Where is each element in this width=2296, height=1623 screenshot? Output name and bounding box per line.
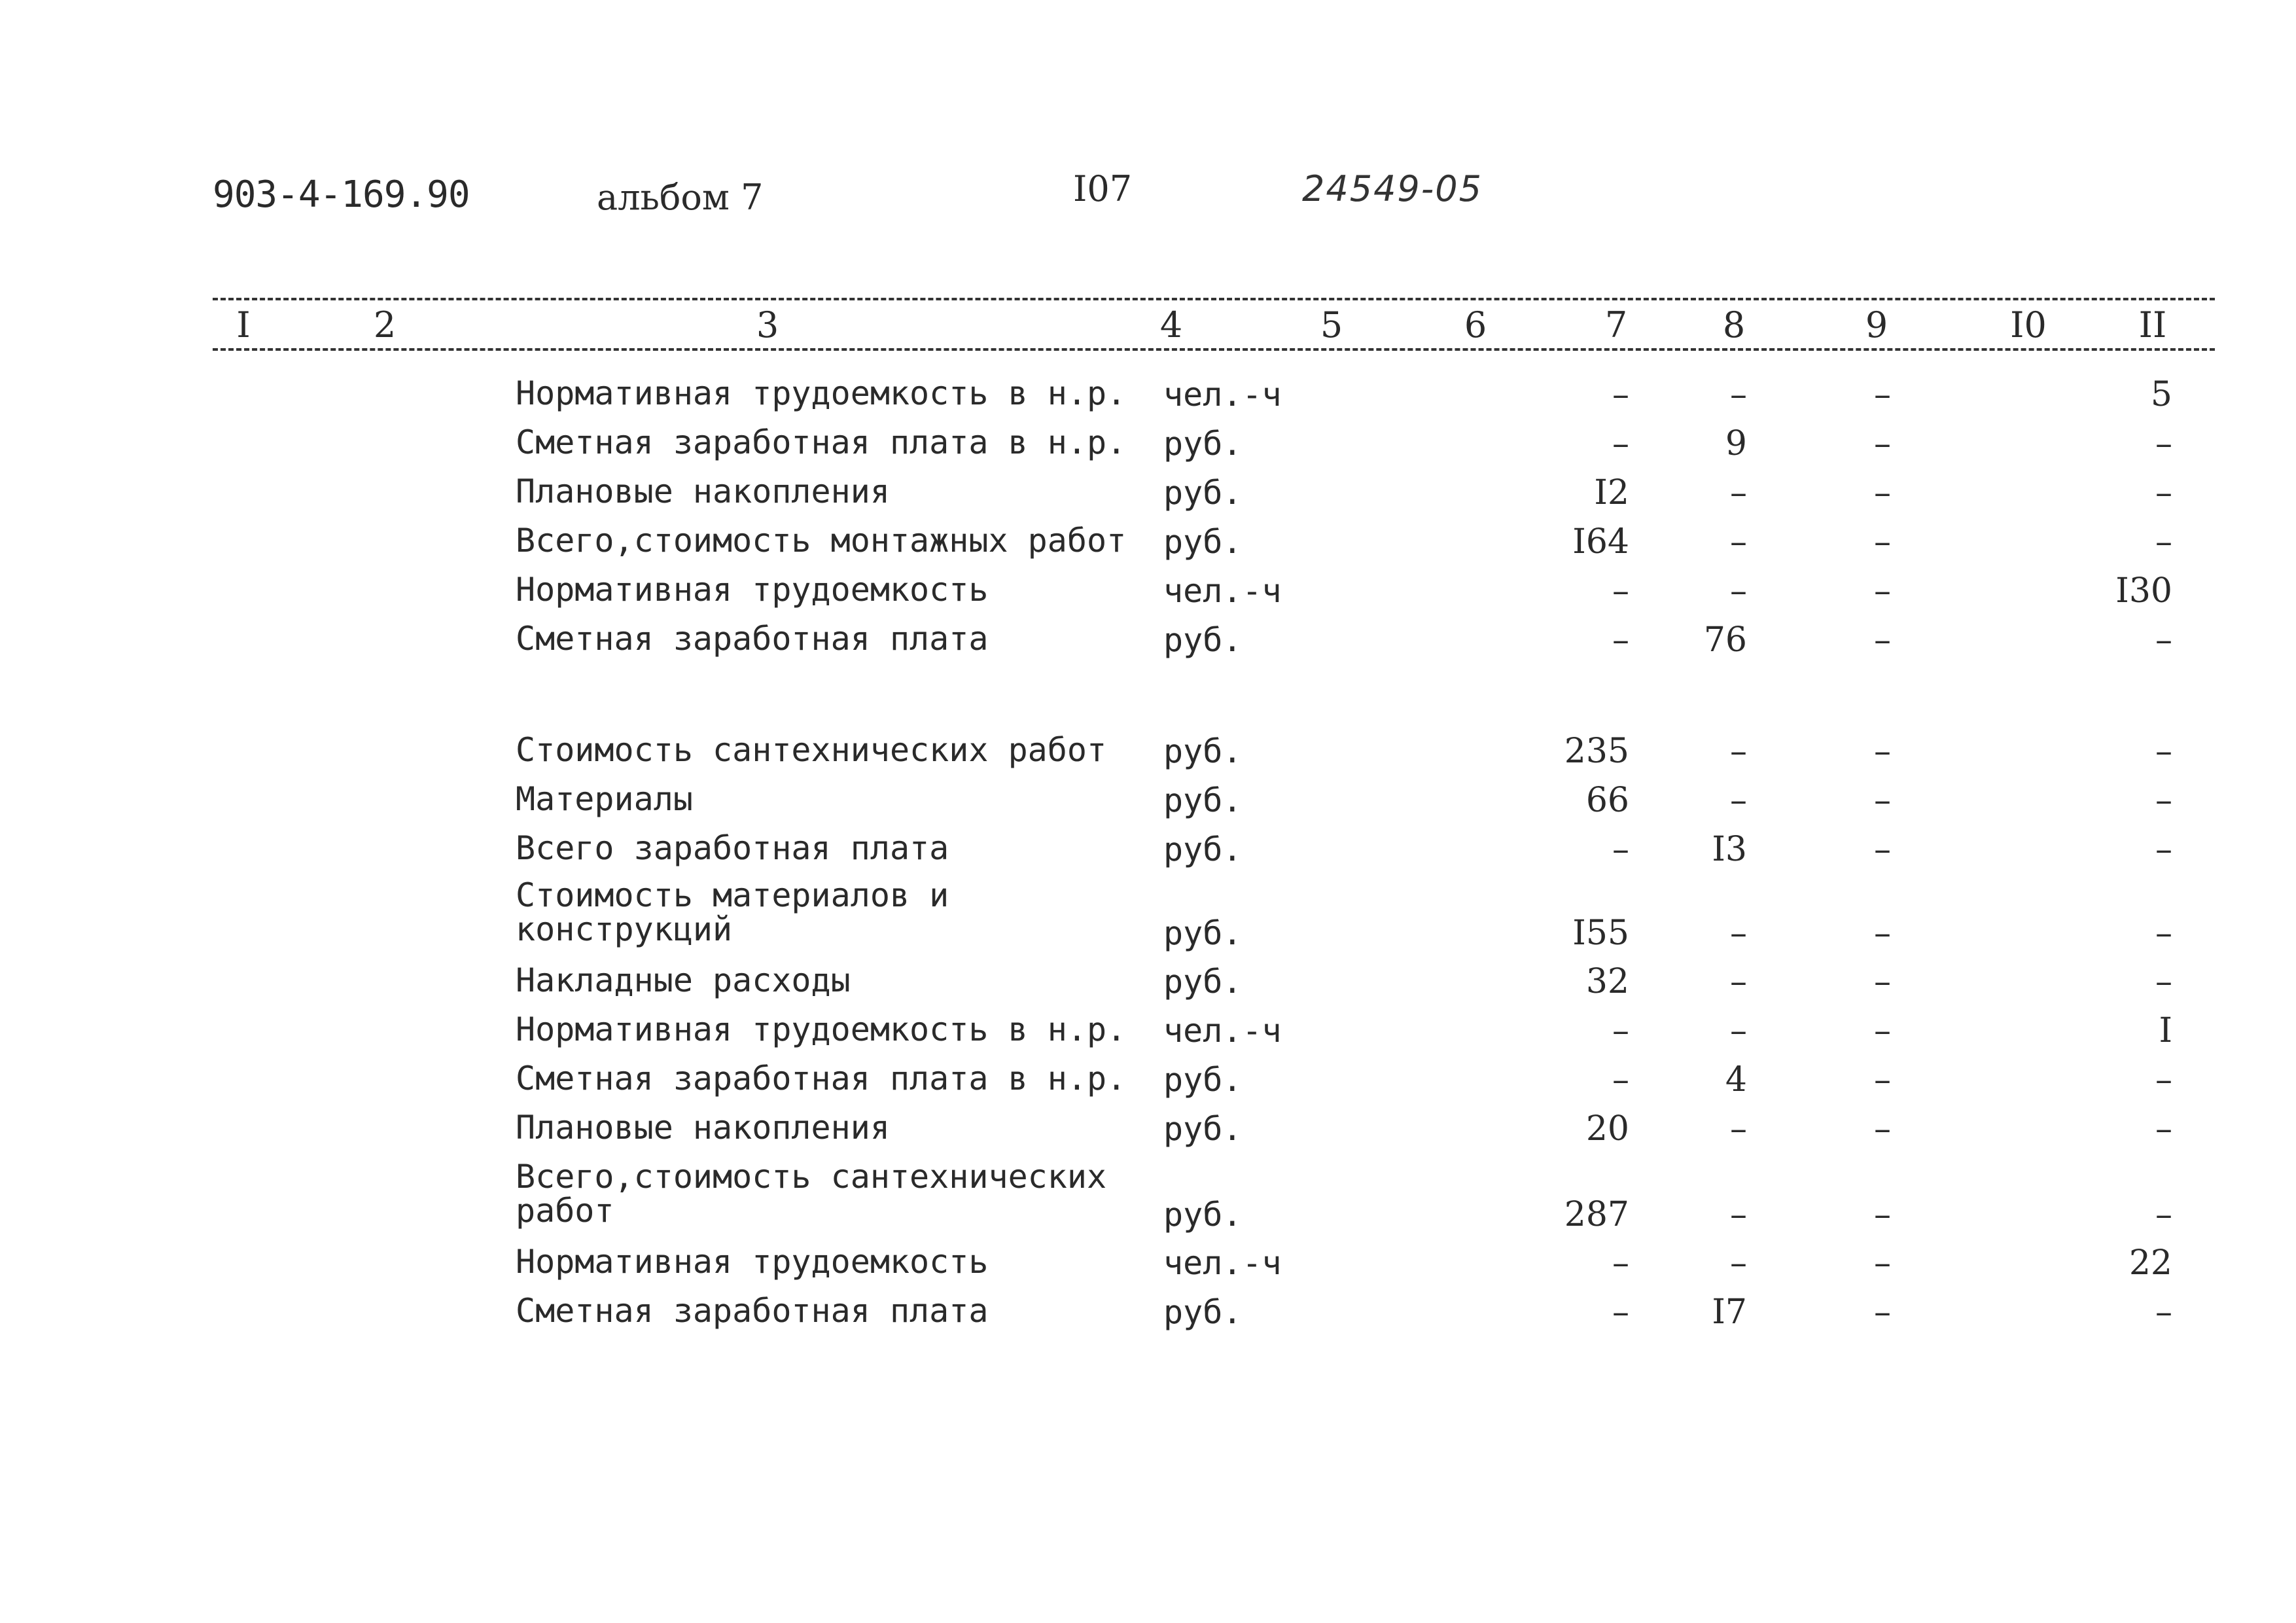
row-col9-value: – bbox=[1874, 1293, 1891, 1332]
row-unit: руб. bbox=[1163, 1293, 1243, 1331]
table-row bbox=[0, 733, 2296, 783]
column-header-bottom-rule bbox=[213, 348, 2215, 351]
row-col11-value: – bbox=[2155, 914, 2172, 953]
row-description: Сметная заработная плата в н.р. bbox=[516, 1060, 1127, 1097]
row-col8-value: – bbox=[1730, 522, 1747, 562]
row-col9-value: – bbox=[1874, 620, 1891, 660]
table-row bbox=[0, 524, 2296, 573]
column-number-9: 9 bbox=[1862, 308, 1892, 343]
row-description: Сметная заработная плата в н.р. bbox=[516, 423, 1127, 461]
handwritten-stamp-number: 24549-05 bbox=[1302, 168, 1483, 209]
table-row bbox=[0, 1160, 2296, 1242]
row-col7-value: – bbox=[1612, 571, 1629, 611]
row-unit: руб. bbox=[1163, 523, 1243, 561]
column-number-2: 2 bbox=[370, 308, 400, 343]
row-col8-value: – bbox=[1730, 962, 1747, 1001]
row-description: Плановые накопления bbox=[516, 1109, 890, 1147]
row-col7-value: I55 bbox=[1572, 914, 1629, 953]
table-row bbox=[0, 1294, 2296, 1344]
row-col7-value: I64 bbox=[1572, 522, 1629, 562]
row-col9-value: – bbox=[1874, 375, 1891, 414]
column-number-3: 3 bbox=[752, 308, 783, 343]
row-col11-value: I30 bbox=[2115, 571, 2172, 611]
table-row bbox=[0, 425, 2296, 475]
album-label: альбом 7 bbox=[597, 177, 764, 218]
row-col8-value: – bbox=[1730, 473, 1747, 512]
row-unit: руб. bbox=[1163, 425, 1243, 463]
row-col7-value: I2 bbox=[1594, 473, 1629, 512]
row-unit: руб. bbox=[1163, 1110, 1243, 1148]
row-description: Стоимость материалов и конструкций bbox=[516, 876, 949, 948]
row-col11-value: – bbox=[2155, 1195, 2172, 1234]
table-row bbox=[0, 376, 2296, 426]
table-row bbox=[0, 963, 2296, 1013]
row-description: Накладные расходы bbox=[516, 961, 851, 999]
row-unit: руб. bbox=[1163, 963, 1243, 1001]
row-description: Стоимость сантехнических работ bbox=[516, 731, 1107, 769]
row-col9-value: – bbox=[1874, 473, 1891, 512]
row-col11-value: – bbox=[2155, 620, 2172, 660]
row-col9-value: – bbox=[1874, 732, 1891, 771]
row-col9-value: – bbox=[1874, 1011, 1891, 1050]
row-col9-value: – bbox=[1874, 571, 1891, 611]
row-col11-value: – bbox=[2155, 522, 2172, 562]
column-number-11: II bbox=[2135, 308, 2171, 343]
table-row bbox=[0, 878, 2296, 961]
row-unit: руб. bbox=[1163, 781, 1243, 819]
row-col8-value: – bbox=[1730, 375, 1747, 414]
row-col9-value: – bbox=[1874, 424, 1891, 463]
row-col11-value: – bbox=[2155, 473, 2172, 512]
row-col8-value: – bbox=[1730, 1011, 1747, 1050]
row-col11-value: – bbox=[2155, 1293, 2172, 1332]
row-col11-value: – bbox=[2155, 830, 2172, 869]
row-col7-value: 20 bbox=[1585, 1109, 1629, 1149]
row-unit: чел.-ч bbox=[1163, 572, 1282, 610]
row-col9-value: – bbox=[1874, 830, 1891, 869]
table-row bbox=[0, 622, 2296, 671]
row-col11-value: – bbox=[2155, 732, 2172, 771]
column-number-10: I0 bbox=[2006, 308, 2051, 343]
row-col8-value: 76 bbox=[1703, 620, 1747, 660]
row-unit: руб. bbox=[1163, 474, 1243, 512]
row-col8-value: – bbox=[1730, 781, 1747, 820]
row-col9-value: – bbox=[1874, 1195, 1891, 1234]
row-description: Нормативная трудоемкость в н.р. bbox=[516, 1010, 1127, 1048]
row-col9-value: – bbox=[1874, 1060, 1891, 1099]
row-col9-value: – bbox=[1874, 962, 1891, 1001]
row-col7-value: – bbox=[1612, 1293, 1629, 1332]
row-col8-value: I7 bbox=[1712, 1293, 1747, 1332]
row-col11-value: – bbox=[2155, 781, 2172, 820]
row-col8-value: – bbox=[1730, 1243, 1747, 1283]
page-number: I07 bbox=[1073, 168, 1133, 209]
column-header-top-rule bbox=[213, 298, 2215, 300]
row-description: Нормативная трудоемкость в н.р. bbox=[516, 374, 1127, 412]
row-col9-value: – bbox=[1874, 1109, 1891, 1149]
table-row bbox=[0, 1061, 2296, 1111]
row-description: Нормативная трудоемкость bbox=[516, 571, 989, 609]
row-description: Всего заработная плата bbox=[516, 829, 949, 867]
row-col7-value: 66 bbox=[1585, 781, 1629, 820]
row-col9-value: – bbox=[1874, 522, 1891, 562]
row-col11-value: – bbox=[2155, 962, 2172, 1001]
row-col9-value: – bbox=[1874, 781, 1891, 820]
row-description: Сметная заработная плата bbox=[516, 620, 989, 658]
row-col8-value: 4 bbox=[1725, 1060, 1747, 1099]
row-col8-value: – bbox=[1730, 732, 1747, 771]
table-row bbox=[0, 474, 2296, 524]
row-col7-value: – bbox=[1612, 1060, 1629, 1099]
row-col7-value: – bbox=[1612, 424, 1629, 463]
row-col11-value: – bbox=[2155, 1060, 2172, 1099]
row-unit: руб. bbox=[1163, 1061, 1243, 1099]
table-row bbox=[0, 831, 2296, 881]
row-col7-value: 235 bbox=[1564, 732, 1629, 771]
row-unit: руб. bbox=[1163, 732, 1243, 770]
row-col7-value: – bbox=[1612, 620, 1629, 660]
row-col7-value: – bbox=[1612, 375, 1629, 414]
column-number-7: 7 bbox=[1601, 308, 1631, 343]
row-col11-value: – bbox=[2155, 1109, 2172, 1149]
row-col8-value: – bbox=[1730, 1109, 1747, 1149]
row-col11-value: I bbox=[2159, 1011, 2172, 1050]
row-col7-value: 32 bbox=[1585, 962, 1629, 1001]
row-col7-value: 287 bbox=[1564, 1195, 1629, 1234]
row-col11-value: 22 bbox=[2128, 1243, 2172, 1283]
table-row bbox=[0, 573, 2296, 622]
row-description: Плановые накопления bbox=[516, 473, 890, 510]
row-description: Сметная заработная плата bbox=[516, 1292, 989, 1330]
row-unit: чел.-ч bbox=[1163, 1244, 1282, 1282]
row-description: Всего,стоимость монтажных работ bbox=[516, 522, 1127, 560]
row-col8-value: I3 bbox=[1712, 830, 1747, 869]
row-unit: руб. bbox=[1163, 1196, 1243, 1234]
row-col7-value: – bbox=[1612, 1011, 1629, 1050]
row-col7-value: – bbox=[1612, 1243, 1629, 1283]
table-row bbox=[0, 1245, 2296, 1294]
table-row bbox=[0, 782, 2296, 832]
document-code: 903-4-169.90 bbox=[213, 173, 470, 216]
row-unit: чел.-ч bbox=[1163, 1012, 1282, 1050]
row-description: Всего,стоимость сантехнических работ bbox=[516, 1158, 1107, 1230]
row-unit: руб. bbox=[1163, 830, 1243, 868]
row-unit: руб. bbox=[1163, 914, 1243, 952]
column-number-5: 5 bbox=[1316, 308, 1347, 343]
column-number-1: I bbox=[232, 308, 254, 343]
column-number-4: 4 bbox=[1156, 308, 1186, 343]
row-col8-value: – bbox=[1730, 1195, 1747, 1234]
row-col11-value: 5 bbox=[2150, 375, 2172, 414]
row-description: Материалы bbox=[516, 780, 693, 818]
row-col8-value: 9 bbox=[1725, 424, 1747, 463]
row-unit: чел.-ч bbox=[1163, 376, 1282, 414]
row-col9-value: – bbox=[1874, 1243, 1891, 1283]
row-col11-value: – bbox=[2155, 424, 2172, 463]
row-unit: руб. bbox=[1163, 621, 1243, 659]
row-col7-value: – bbox=[1612, 830, 1629, 869]
row-col9-value: – bbox=[1874, 914, 1891, 953]
column-number-8: 8 bbox=[1719, 308, 1749, 343]
row-description: Нормативная трудоемкость bbox=[516, 1243, 989, 1281]
table-row bbox=[0, 1012, 2296, 1062]
row-col8-value: – bbox=[1730, 571, 1747, 611]
column-number-6: 6 bbox=[1460, 308, 1491, 343]
table-row bbox=[0, 1111, 2296, 1160]
row-col8-value: – bbox=[1730, 914, 1747, 953]
